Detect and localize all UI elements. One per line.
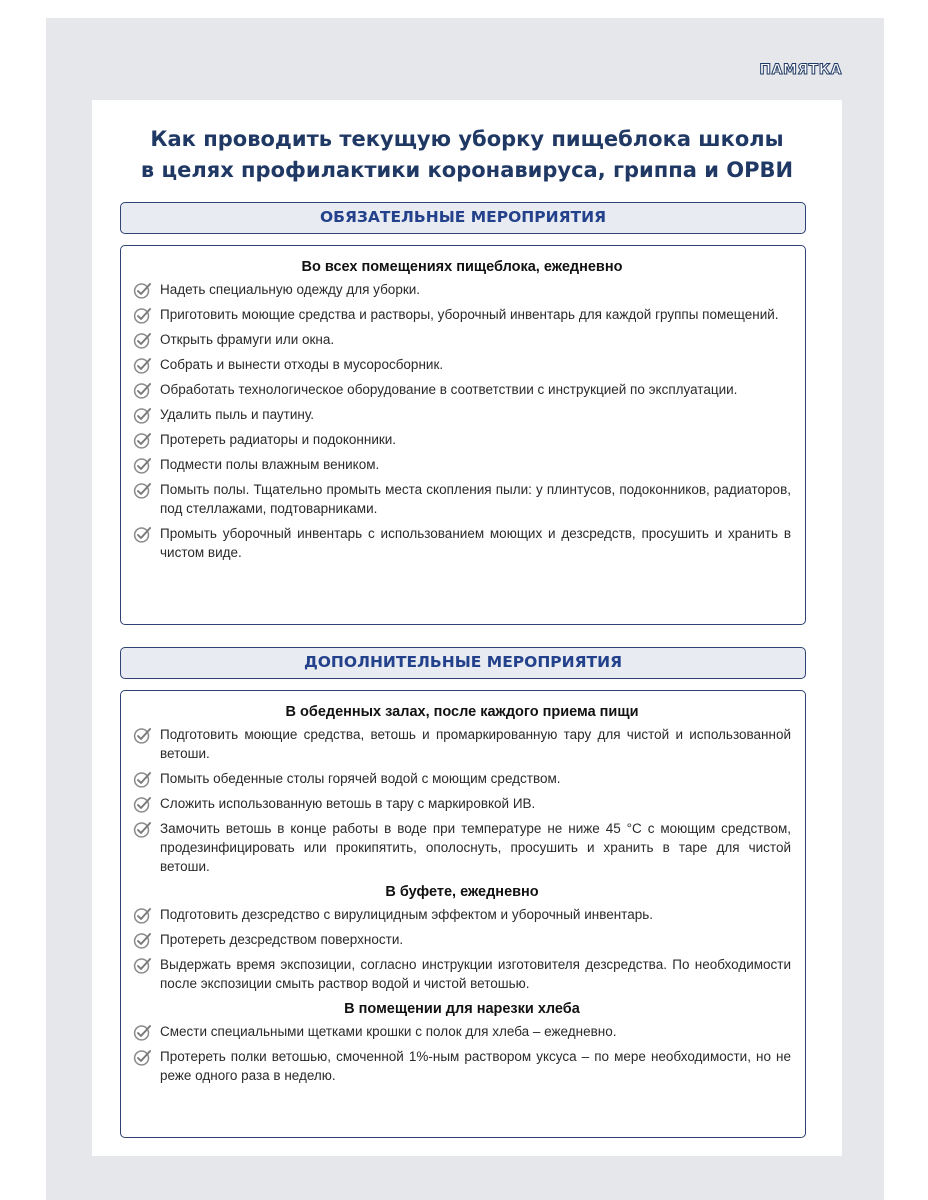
- check-circle-icon: [133, 820, 152, 839]
- check-circle-icon: [133, 281, 152, 300]
- page-title-line: Как проводить текущую уборку пищеблока школы: [150, 127, 784, 151]
- group-heading: Во всех помещениях пищеблока, ежедневно: [301, 259, 623, 275]
- list-item-text: Подмести полы влажным веником.: [160, 457, 380, 472]
- check-circle-icon: [133, 956, 152, 975]
- check-circle-icon: [133, 795, 152, 814]
- list-item-text: Выдержать время экспозиции, согласно инструкции изготовителя дезсредства. По необходимости после экспозиции смыть раствор водой и чистой ветошью.: [160, 957, 791, 991]
- list-item: [133, 769, 791, 788]
- check-circle-icon: [133, 726, 152, 745]
- document-sheet: [92, 100, 842, 1156]
- list-item-text: Собрать и вынести отходы в мусоросборник.: [160, 357, 444, 372]
- list-item: [133, 819, 791, 876]
- list-item-text: Смести специальными щетками крошки с полок для хлеба – ежедневно.: [160, 1024, 617, 1039]
- list-item-text: Приготовить моющие средства и растворы, уборочный инвентарь для каждой группы помещений.: [160, 307, 779, 322]
- check-circle-icon: [133, 525, 152, 544]
- group-heading: В помещении для нарезки хлеба: [344, 1001, 580, 1017]
- additional-section-header: ДОПОЛНИТЕЛЬНЫЕ МЕРОПРИЯТИЯ: [120, 647, 806, 679]
- check-circle-icon: [133, 456, 152, 475]
- list-item: [133, 380, 791, 399]
- list-item: [133, 330, 791, 349]
- list-item: [133, 905, 791, 924]
- mandatory-section-header: ОБЯЗАТЕЛЬНЫЕ МЕРОПРИЯТИЯ: [120, 202, 806, 234]
- list-item-text: Протереть полки ветошью, смоченной 1%-ным раствором уксуса – по мере необходимости, но не реже одного раза в неделю.: [160, 1049, 791, 1083]
- document-background: [46, 18, 884, 1200]
- list-item: [133, 455, 791, 474]
- group-heading: В буфете, ежедневно: [385, 884, 539, 900]
- check-circle-icon: [133, 406, 152, 425]
- list-item: [133, 355, 791, 374]
- check-circle-icon: [133, 306, 152, 325]
- list-item-text: Промыть уборочный инвентарь с использованием моющих и дезсредств, просушить и хранить в чистом виде.: [160, 526, 791, 560]
- list-item: [133, 305, 791, 324]
- check-circle-icon: [133, 1023, 152, 1042]
- list-item-text: Обработать технологическое оборудование в соответствии с инструкцией по эксплуатации.: [160, 382, 738, 397]
- check-circle-icon: [133, 356, 152, 375]
- list-item-text: Надеть специальную одежду для уборки.: [160, 282, 421, 297]
- list-item: [133, 1022, 791, 1041]
- list-item: [133, 955, 791, 993]
- list-item: [133, 280, 791, 299]
- list-item: [133, 725, 791, 763]
- checklist: [133, 280, 791, 562]
- list-item-text: Удалить пыль и паутину.: [160, 407, 315, 422]
- check-circle-icon: [133, 381, 152, 400]
- memo-badge: ПАМЯТКА: [759, 62, 842, 78]
- additional-section-box: [120, 690, 806, 1138]
- list-item: [133, 480, 791, 518]
- list-item-text: Помыть обеденные столы горячей водой с моющим средством.: [160, 771, 561, 786]
- check-circle-icon: [133, 770, 152, 789]
- list-item-text: Замочить ветошь в конце работы в воде при температуре не ниже 45 °С с моющим средством, продезинфицировать или прокипятить, ополоснуть, просушить и хранить в таре для чистой ветоши.: [160, 821, 791, 874]
- list-item-text: Сложить использованную ветошь в тару с маркировкой ИВ.: [160, 796, 536, 811]
- check-circle-icon: [133, 481, 152, 500]
- checklist: [133, 725, 791, 876]
- list-item-text: Протереть дезсредством поверхности.: [160, 932, 404, 947]
- checklist: [133, 1022, 791, 1085]
- check-circle-icon: [133, 331, 152, 350]
- check-circle-icon: [133, 906, 152, 925]
- page-title: [92, 124, 842, 186]
- list-item-text: Подготовить моющие средства, ветошь и промаркированную тару для чистой и использованной ветоши.: [160, 727, 791, 761]
- group-heading: В обеденных залах, после каждого приема пищи: [285, 704, 639, 720]
- list-item-text: Открыть фрамуги или окна.: [160, 332, 335, 347]
- list-item: [133, 405, 791, 424]
- list-item-text: Подготовить дезсредство с вирулицидным эффектом и уборочный инвентарь.: [160, 907, 654, 922]
- page-title-line: в целях профилактики коронавируса, гриппа и ОРВИ: [140, 158, 794, 182]
- check-circle-icon: [133, 431, 152, 450]
- check-circle-icon: [133, 931, 152, 950]
- list-item: [133, 794, 791, 813]
- list-item: [133, 430, 791, 449]
- mandatory-section-box: [120, 245, 806, 625]
- list-item-text: Протереть радиаторы и подоконники.: [160, 432, 397, 447]
- check-circle-icon: [133, 1048, 152, 1067]
- list-item: [133, 930, 791, 949]
- checklist: [133, 905, 791, 993]
- list-item-text: Помыть полы. Тщательно промыть места скопления пыли: у плинтусов, подоконников, радиаторов, под стеллажами, подтоварниками.: [160, 482, 791, 516]
- list-item: [133, 1047, 791, 1085]
- list-item: [133, 524, 791, 562]
